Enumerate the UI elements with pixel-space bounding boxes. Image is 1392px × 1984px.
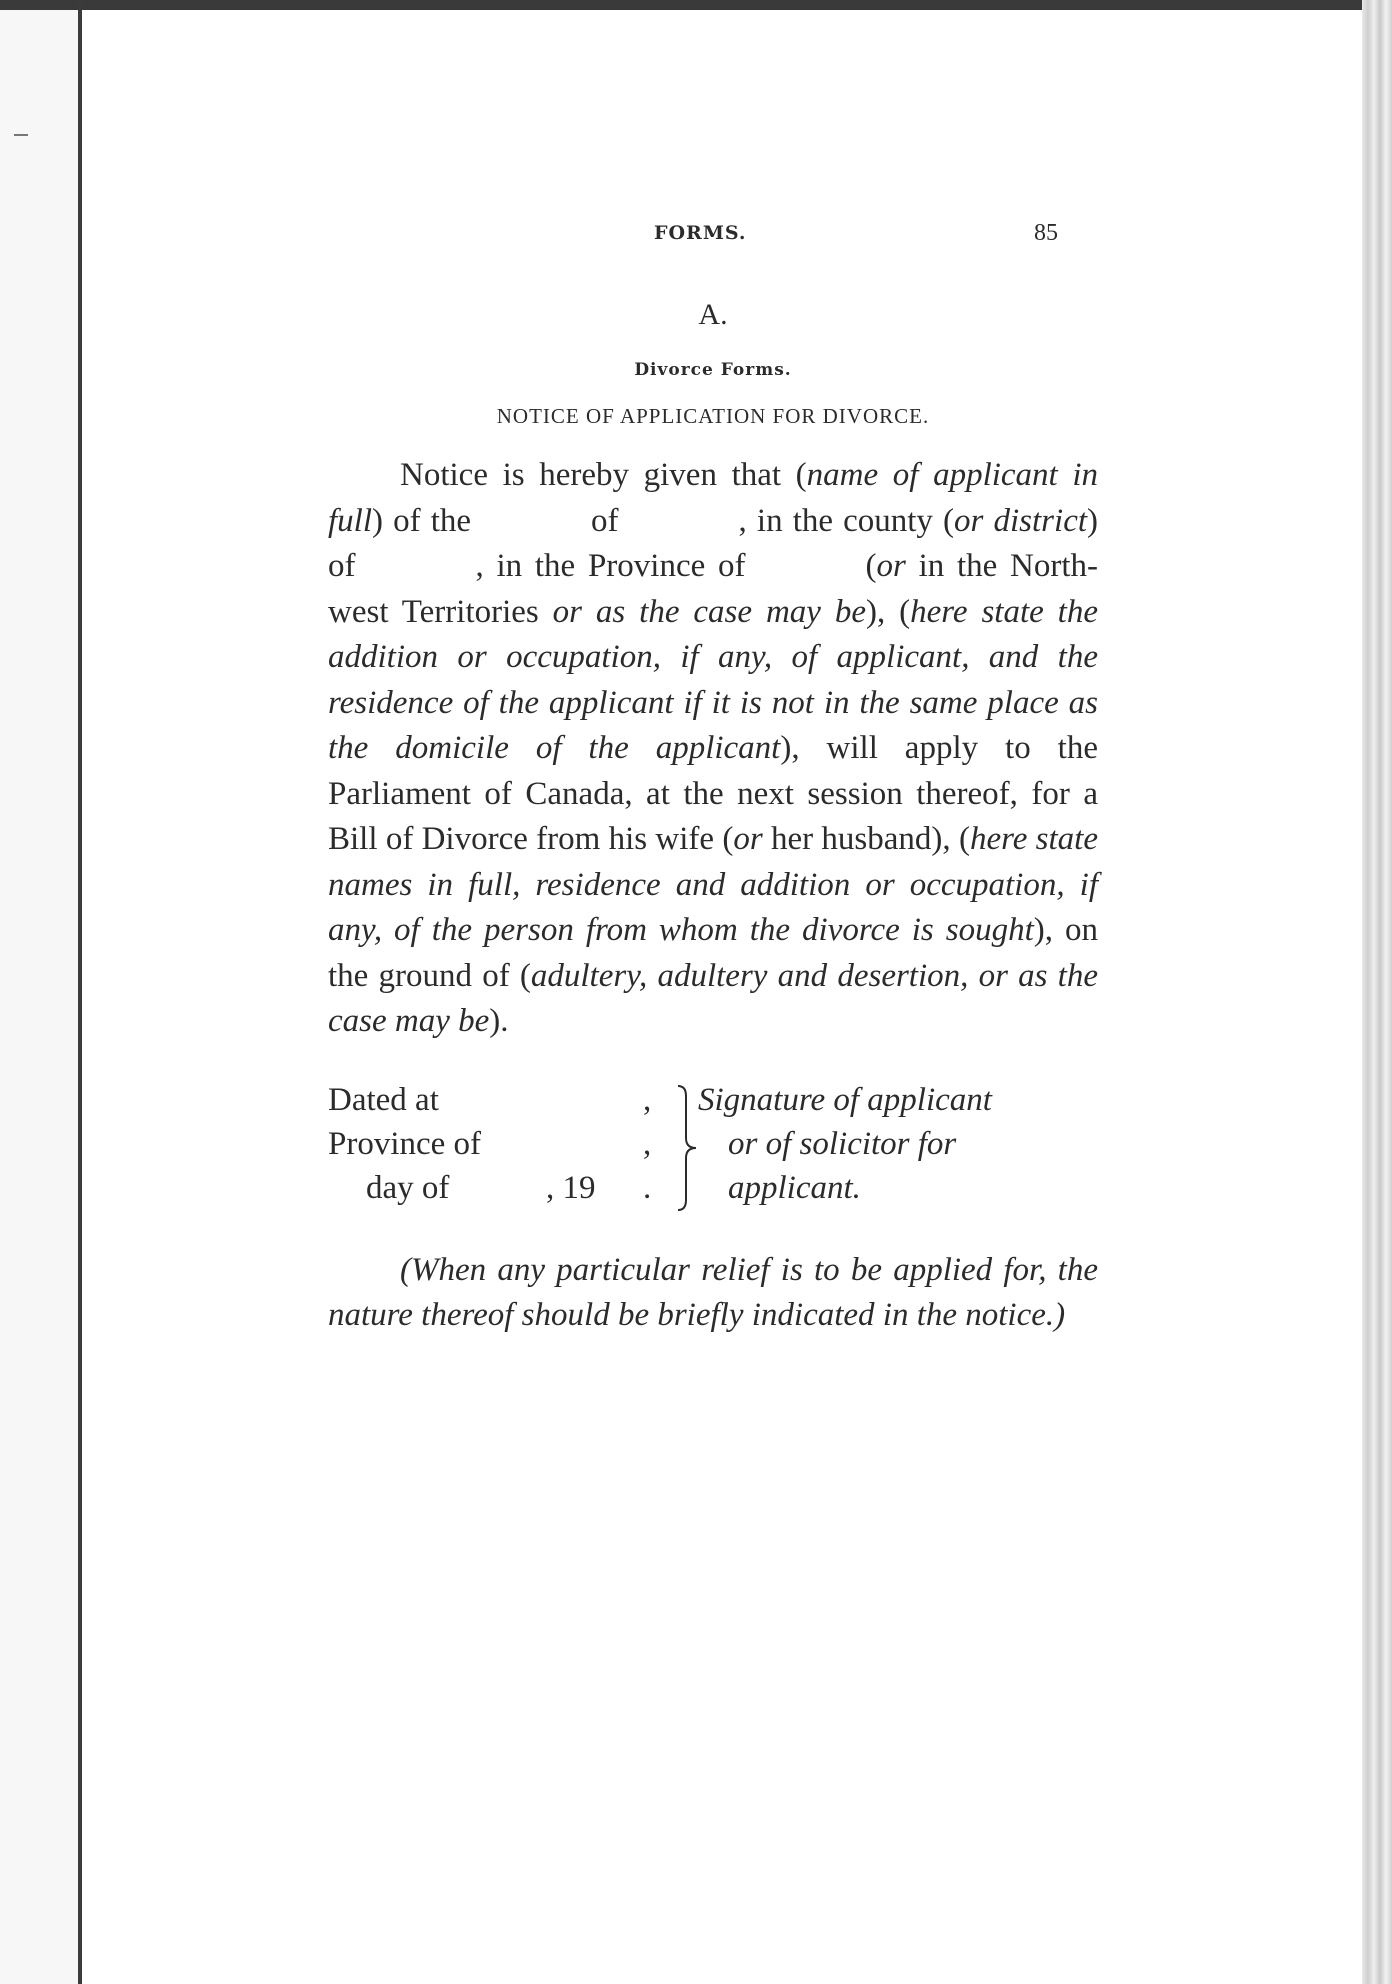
body-segment: in the North-west Territories bbox=[328, 548, 1099, 630]
page-number: 85 bbox=[1034, 220, 1058, 246]
book-spine-line bbox=[78, 0, 82, 1984]
italic-instruction: here state the addition or occupation, if any, of applicant, and the residence of the applicant if it is not in the same place as the domicile of the applicant bbox=[328, 593, 1098, 766]
signature-line-2: or of solicitor for bbox=[728, 1125, 957, 1162]
body-segment: ) of bbox=[328, 502, 1099, 584]
italic-instruction: or bbox=[733, 821, 763, 857]
body-segment: Notice is hereby given that ( bbox=[400, 457, 807, 493]
signature-line-1: Signature of applicant bbox=[698, 1081, 992, 1118]
date-line-place bbox=[328, 1078, 688, 1122]
province-label: Province of bbox=[328, 1125, 482, 1162]
scan-top-edge bbox=[0, 0, 1392, 10]
body-segment: ) of the bbox=[372, 502, 472, 539]
gutter-mark bbox=[14, 134, 28, 136]
italic-instruction: or as the case may be bbox=[552, 593, 866, 630]
left-page-gutter bbox=[0, 10, 78, 1984]
body-segment: ), on the ground of ( bbox=[328, 912, 1098, 994]
running-head bbox=[328, 210, 1098, 254]
section-letter: A. bbox=[698, 298, 728, 331]
running-title: FORMS. bbox=[654, 222, 747, 244]
body-segment: ), will apply to the Parliament of Canada, at the next session thereof, for a Bill of Divorce from his wife ( bbox=[328, 730, 1098, 857]
year-prefix: , 19 bbox=[546, 1169, 596, 1206]
province-comma: , bbox=[643, 1125, 652, 1162]
notice-body bbox=[328, 453, 1098, 1045]
italic-instruction: name of applicant in full bbox=[328, 457, 1099, 539]
italic-instruction: adultery, adultery and desertion, or as the case may be bbox=[328, 957, 1098, 1039]
curly-brace-icon bbox=[674, 1084, 700, 1212]
body-segment: ). bbox=[489, 1003, 509, 1039]
italic-instruction: here state names in full, residence and addition or occupation, if any, of the person from whom the divorce is sought bbox=[328, 821, 1098, 948]
signature-text bbox=[698, 1078, 1098, 1210]
notice-heading: NOTICE OF APPLICATION FOR DIVORCE. bbox=[496, 404, 930, 428]
italic-instruction: or district bbox=[954, 502, 1088, 539]
body-segment: of bbox=[591, 502, 619, 539]
dated-at-comma: , bbox=[643, 1081, 652, 1118]
signature-block bbox=[328, 1078, 1098, 1218]
closing-note: (When any particular relief is to be applied for, the nature thereof should be briefly indicated in the notice.) bbox=[328, 1251, 1098, 1333]
dated-at-label: Dated at bbox=[328, 1081, 439, 1118]
body-segment: her husband), ( bbox=[762, 821, 970, 857]
day-period: . bbox=[643, 1169, 652, 1206]
page-edge-stack bbox=[1362, 0, 1392, 1984]
italic-instruction: or bbox=[876, 548, 906, 584]
body-segment: , in the county ( bbox=[738, 502, 955, 539]
signature-line-3: applicant. bbox=[728, 1169, 861, 1206]
day-of-label: day of bbox=[366, 1169, 450, 1206]
body-segment: ( bbox=[865, 548, 877, 584]
date-line-province bbox=[328, 1122, 688, 1166]
date-line-day bbox=[328, 1166, 688, 1210]
body-segment: ), ( bbox=[865, 593, 911, 630]
body-segment: , in the Province of bbox=[475, 548, 746, 584]
book-page bbox=[328, 210, 1098, 1372]
date-lines bbox=[328, 1078, 688, 1210]
section-title: Divorce Forms. bbox=[634, 360, 792, 380]
